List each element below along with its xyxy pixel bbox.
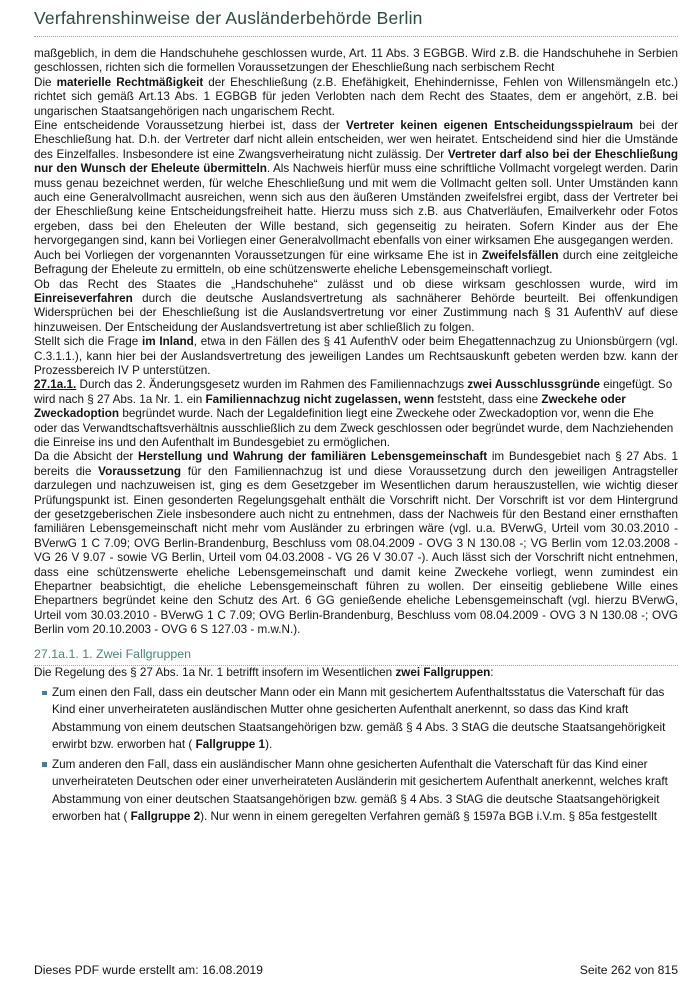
footer-page-number: Seite 262 von 815 <box>579 963 678 977</box>
list-item-text: Zum anderen den Fall, dass ein ausländischer Mann ohne gesicherten Aufenthalt die Vaterschaft für das Kind einer unverheirateten Deutschen oder einer unverheirateten Ausländerin mit gesichertem Aufenthalt anerkennt, welches kraft Abstammung von einer deutschen Staatsangehörigen bzw. gemäß § 4 Abs. 3 StAG die deutsche Staatsangehörigkeit erworben hat ( Fallgruppe 2). Nur wenn in einem geregelten Verfahren gemäß § 1597a BGB i.V.m. § 85a festgestellt <box>52 757 668 823</box>
footer-created-date: Dieses PDF wurde erstellt am: 16.08.2019 <box>34 963 263 977</box>
list-item-text: Zum einen den Fall, dass ein deutscher Mann oder ein Mann mit gesichertem Aufenthaltsstatus die Vaterschaft für das Kind einer unverheirateten ausländischen Mutter ohne gesicherten Aufenthalt anerkennt, so dass das Kind kraft Abstammung von einem deutschen Staatsangehörigen bzw. gemäß § 4 Abs. 3 StAG die deutsche Staatsangehörigkeit erwirbt bzw. erworben hat ( Fallgruppe 1). <box>52 686 666 752</box>
section-heading-zwei-fallgruppen: 27.1a.1. 1. Zwei Fallgruppen <box>34 647 678 666</box>
paragraph-regelung-fallgruppen: Die Regelung des § 27 Abs. 1a Nr. 1 betrifft insofern im Wesentlichen zwei Fallgruppen: <box>34 665 494 679</box>
list-item-fallgruppe-2 <box>42 756 678 826</box>
page-title: Verfahrenshinweise der Ausländerbehörde Berlin <box>34 8 423 28</box>
paragraph-zweifelsfaelle: Auch bei Vorliegen der vorgenannten Voraussetzungen für eine wirksame Ehe ist in Zweifelsfällen durch eine zeitgleiche Befragung der Eheleute zu ermitteln, ob eine schützenswerte eheliche Lebensgemeinschaft vorliegt. <box>34 248 678 277</box>
paragraph-handschuhehe-intro: maßgeblich, in dem die Handschuhehe geschlossen wurde, Art. 11 Abs. 3 EGBGB. Wird z.B. die Handschuhehe in Serbien geschlossen, richten sich die formellen Voraussetzungen der Eheschließung nach serbischem Recht <box>34 47 678 75</box>
paragraph-einreiseverfahren: Ob das Recht des Staates die „Handschuhehe“ zulässt und ob diese wirksam geschlossen wurde, wird im Einreiseverfahren durch die deutsche Auslandsvertretung als sachnäherer Behörde beurteilt. Bei offenkundigen Widersprüchen bei der Eheschließung ist die Auslandsvertretung vor einer Zustimmung nach § 31 AufenthV auf diese hinzuweisen. Der Entscheidung der Auslandsvertretung ist aber schließlich zu folgen. <box>34 277 678 334</box>
paragraph-familiaere-lebensgemeinschaft: Da die Absicht der Herstellung und Wahrung der familiären Lebensgemeinschaft im Bundesgebiet nach § 27 Abs. 1 bereits die Voraussetzung für den Familiennachzug ist und diese Voraussetzung durch den jeweiligen Antragsteller darzulegen und nachzuweisen ist, ging es dem Gesetzgeber im Wesentlichen darum herauszustellen, wie wichtig dieser Prüfungspunkt ist. Einen gesonderten Regelungsgehalt enthält die Vorschrift nicht. Der Vorschrift ist vor dem Hintergrund der gesetzgeberischen Ziele insbesondere auch nicht zu entnehmen, dass der Nachweis für den Bestand einer ernsthaften familiären Lebensgemeinschaft nicht mehr vom Ausländer zu erbringen wäre (vgl. u.a. BVerwG, Urteil vom 30.03.2010 - BVerwG 1 C 7.09; OVG Berlin-Brandenburg, Beschluss vom 08.04.2009 - OVG 3 N 130.08 -; VG Berlin vom 12.03.2008 - VG 26 V 9.07 - sowie VG Berlin, Urteil vom 04.03.2008 - VG 26 V 30.07 -). Auch lässt sich der Vorschrift nicht entnehmen, dass eine schützenswerte eheliche Lebensgemeinschaft und damit keine Zweckehe vorliegt, wenn zumindest ein Ehepartner beabsichtigt, die eheliche Lebensgemeinschaft führen zu wollen. Der einseitig gebliebene Wille eines Ehepartners begründet keine den Schutz des Art. 6 GG genießende eheliche Lebensgemeinschaft (vgl. hierzu BVerwG, Urteil vom 30.03.2010 - BVerwG 1 C 7.09; OVG Berlin-Brandenburg, Beschluss vom 08.04.2009 - OVG 3 N 130.08 -; OVG Berlin vom 20.10.2003 - OVG 6 S 127.03 - m.w.N.). <box>34 450 679 637</box>
paragraph-27-1a-1: 27.1a.1. Durch das 2. Änderungsgesetz wurden im Rahmen des Familiennachzugs zwei Ausschlussgründe eingefügt. So wird nach § 27 Abs. 1a Nr. 1. ein Familiennachzug nicht zugelassen, wenn feststeht, dass eine Zweckehe oder Zweckadoption begründet wurde. Nach der Legaldefinition liegt eine Zweckehe oder Zweckadoption vor, wenn die Ehe oder das Verwandtschaftsverhältnis ausschließlich zu dem Zweck geschlossen oder begründet wurde, dem Nachziehenden die Einreise ins und den Aufenthalt im Bundesgebiet zu ermöglichen. <box>34 378 674 449</box>
paragraph-materielle-rechtmaessigkeit: Die materielle Rechtmäßigkeit der Eheschließung (z.B. Ehefähigkeit, Ehehindernisse, Fehlen von Willensmängeln etc.) richtet sich gemäß Art.13 Abs. 1 EGBGB für jeden Verlobten nach dem Recht des Staates, dem er angehört, z.B. bei ungarischen Staatsangehörigen nach ungarischem Recht. <box>34 75 678 118</box>
paragraph-vertreter-entscheidungsspielraum: Eine entscheidende Voraussetzung hierbei ist, dass der Vertreter keinen eigenen Entscheidungsspielraum bei der Eheschließung hat. D.h. der Vertreter darf nicht allein entscheiden, wer wen heiratet. Entscheidend sind hier die Umstände des Einzelfalles. Insbesondere ist eine Zwangsverheiratung nicht zulässig. Der Vertreter darf also bei der Eheschließung nur den Wunsch der Eheleute übermitteln. Als Nachweis hierfür muss eine schriftliche Vollmacht vorgelegt werden. Darin muss genau bezeichnet werden, für welche Eheschließung und mit wem die Vollmacht gelten soll. Unter Umständen kann auch eine Generalvollmacht ausreichen, wenn sich aus den äußeren Umständen zweifelsfrei ergibt, dass der Vertreter bei der Eheschließung keine Entscheidungsfreiheit hatte. Hierzu muss sich z.B. aus Chatverläufen, Emailverkehr oder Fotos ergeben, dass bei den Eheleuten der Wille bestand, sich gegenseitig zu heiraten. Sofern Kinder aus der Ehe hervorgegangen sind, kann bei Vorliegen einer Generalvollmacht ebenfalls von einer wirksamen Ehe ausgegangen werden. <box>34 119 679 248</box>
square-bullet-icon <box>42 691 47 696</box>
paragraph-im-inland: Stellt sich die Frage im Inland, etwa in den Fällen des § 41 AufenthV oder beim Ehegattennachzug zu Unionsbürgern (vgl. C.3.1.1.), kann hier bei der Auslandsvertretung des jeweiligen Landes um Rechtsauskunft gebeten werden bzw. kann der Prozessbereich IV P unterstützen. <box>34 335 678 377</box>
fallgruppen-list <box>42 684 678 825</box>
list-item-fallgruppe-1 <box>42 684 678 754</box>
page-footer <box>34 963 678 977</box>
square-bullet-icon <box>42 762 47 767</box>
document-header <box>34 8 678 37</box>
